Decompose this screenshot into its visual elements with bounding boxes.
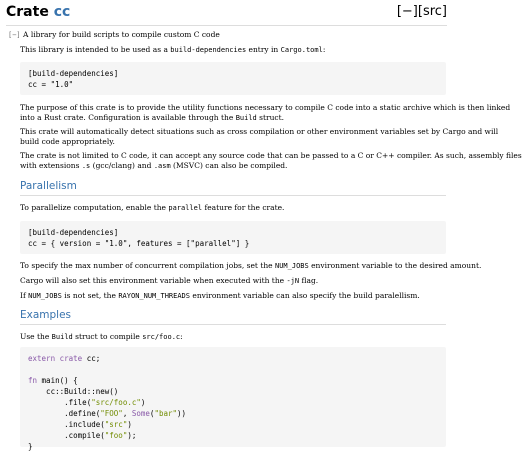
parallelism-paragraph-1 bbox=[20, 203, 284, 213]
parallelism-paragraph-3 bbox=[20, 276, 318, 286]
inline-code: NUM_JOBS bbox=[28, 292, 62, 300]
collapse-all-link[interactable]: [−] bbox=[396, 4, 418, 19]
inline-code: .asm bbox=[153, 162, 171, 170]
text: build code appropriately. bbox=[20, 137, 115, 146]
intro-paragraph-1 bbox=[20, 45, 325, 55]
heading-divider bbox=[20, 195, 446, 196]
page-title bbox=[6, 4, 70, 20]
crate-label: Crate bbox=[6, 4, 49, 20]
code-line bbox=[28, 398, 145, 407]
code-text: )) bbox=[177, 409, 187, 418]
source-link[interactable]: [src] bbox=[417, 4, 447, 19]
code-line bbox=[28, 354, 100, 363]
parallelism-paragraph-2 bbox=[20, 261, 481, 271]
text: If bbox=[20, 291, 29, 300]
text: environment variable can also specify the build paralellism. bbox=[190, 291, 420, 300]
code-block-parallel bbox=[20, 221, 446, 254]
keyword: fn bbox=[28, 376, 38, 385]
code-line bbox=[28, 420, 132, 429]
header-divider bbox=[6, 25, 447, 26]
code-text: ) bbox=[140, 398, 146, 407]
string-literal: "src/foo.c" bbox=[91, 398, 141, 407]
code-line bbox=[28, 409, 186, 418]
code-text: , bbox=[122, 409, 132, 418]
inline-code: NUM_JOBS bbox=[275, 262, 309, 270]
text-line bbox=[20, 113, 510, 123]
text: (MSVC) can also be compiled. bbox=[170, 161, 288, 170]
code-line bbox=[28, 376, 78, 385]
section-heading-parallelism[interactable]: Parallelism bbox=[20, 180, 77, 192]
parallelism-paragraph-4 bbox=[20, 291, 420, 301]
code-text: .include( bbox=[28, 420, 105, 429]
text: feature for the crate. bbox=[202, 203, 285, 212]
collapse-toggle[interactable]: [−] bbox=[8, 31, 21, 39]
code-line bbox=[28, 431, 136, 440]
doc-summary bbox=[8, 30, 220, 40]
text: is not set, the bbox=[61, 291, 119, 300]
code-line: cc = { version = "1.0", features = ["parallel"] } bbox=[28, 239, 250, 248]
examples-paragraph-1 bbox=[20, 332, 183, 342]
header-links bbox=[397, 4, 447, 19]
intro-paragraph-4 bbox=[20, 151, 522, 171]
text: struct. bbox=[256, 113, 285, 122]
code-block-cargo-toml bbox=[20, 62, 446, 95]
text-line bbox=[20, 161, 522, 171]
inline-code: build-dependencies bbox=[170, 46, 247, 54]
inline-code: RAYON_NUM_THREADS bbox=[118, 292, 190, 300]
code-line: [build-dependencies] bbox=[28, 228, 119, 237]
summary-text: A library for build scripts to compile custom C code bbox=[23, 30, 220, 39]
string-literal: "bar" bbox=[154, 409, 178, 418]
inline-code: Cargo.toml bbox=[280, 46, 323, 54]
keyword: Some bbox=[131, 409, 150, 418]
code-line: cc::Build::new() bbox=[28, 387, 119, 396]
text: with extensions bbox=[20, 161, 82, 170]
text: This library is intended to be used as a bbox=[20, 45, 171, 54]
code-text: main() { bbox=[37, 376, 78, 385]
code-text: ) bbox=[127, 420, 132, 429]
text: environment variable to the desired amount. bbox=[308, 261, 482, 270]
text: (gcc/clang) and bbox=[90, 161, 154, 170]
text: entry in bbox=[246, 45, 281, 54]
string-literal: "src" bbox=[104, 420, 128, 429]
text: struct to compile bbox=[72, 332, 143, 341]
text: To specify the max number of concurrent compilation jobs, set the bbox=[20, 261, 275, 270]
text: This crate will automatically detect situations such as cross compilation or other environment variables set by Cargo and will bbox=[20, 127, 499, 136]
code-line: cc = "1.0" bbox=[28, 80, 74, 89]
inline-code: Build bbox=[51, 333, 73, 341]
intro-paragraph-2 bbox=[20, 103, 510, 123]
text: The crate is not limited to C code, it can accept any source code that can be passed to a C or C++ compiler. As such, assembly files bbox=[20, 151, 522, 160]
code-text: .file( bbox=[28, 398, 92, 407]
code-text: .define( bbox=[28, 409, 101, 418]
keyword: extern crate bbox=[28, 354, 83, 363]
intro-paragraph-3 bbox=[20, 127, 498, 147]
code-text: cc; bbox=[82, 354, 101, 363]
inline-code: Build bbox=[235, 114, 257, 122]
code-block-example bbox=[20, 347, 446, 451]
code-line: [build-dependencies] bbox=[28, 69, 119, 78]
inline-code: .s bbox=[81, 162, 91, 170]
text: : bbox=[322, 45, 326, 54]
inline-code: -jN bbox=[286, 277, 300, 285]
text: The purpose of this crate is to provide the utility functions necessary to compile C code into a static archive which is then linked bbox=[20, 103, 511, 112]
code-text: .compile( bbox=[28, 431, 105, 440]
text: Cargo will also set this environment variable when executed with the bbox=[20, 276, 287, 285]
inline-code: parallel bbox=[168, 204, 203, 212]
text: flag. bbox=[299, 276, 319, 285]
heading-divider bbox=[20, 324, 446, 325]
text: Use the bbox=[20, 332, 52, 341]
code-line: } bbox=[28, 442, 33, 451]
string-literal: "FOO" bbox=[100, 409, 123, 418]
crate-name-link[interactable]: cc bbox=[53, 4, 71, 20]
string-literal: "foo" bbox=[104, 431, 128, 440]
code-text: ( bbox=[149, 409, 155, 418]
text: To parallelize computation, enable the bbox=[20, 203, 169, 212]
text: : bbox=[180, 332, 183, 341]
code-text: ); bbox=[127, 431, 137, 440]
section-heading-examples[interactable]: Examples bbox=[20, 309, 72, 321]
text: into a Rust crate. Configuration is available through the bbox=[20, 113, 236, 122]
inline-code: src/foo.c bbox=[142, 333, 181, 341]
